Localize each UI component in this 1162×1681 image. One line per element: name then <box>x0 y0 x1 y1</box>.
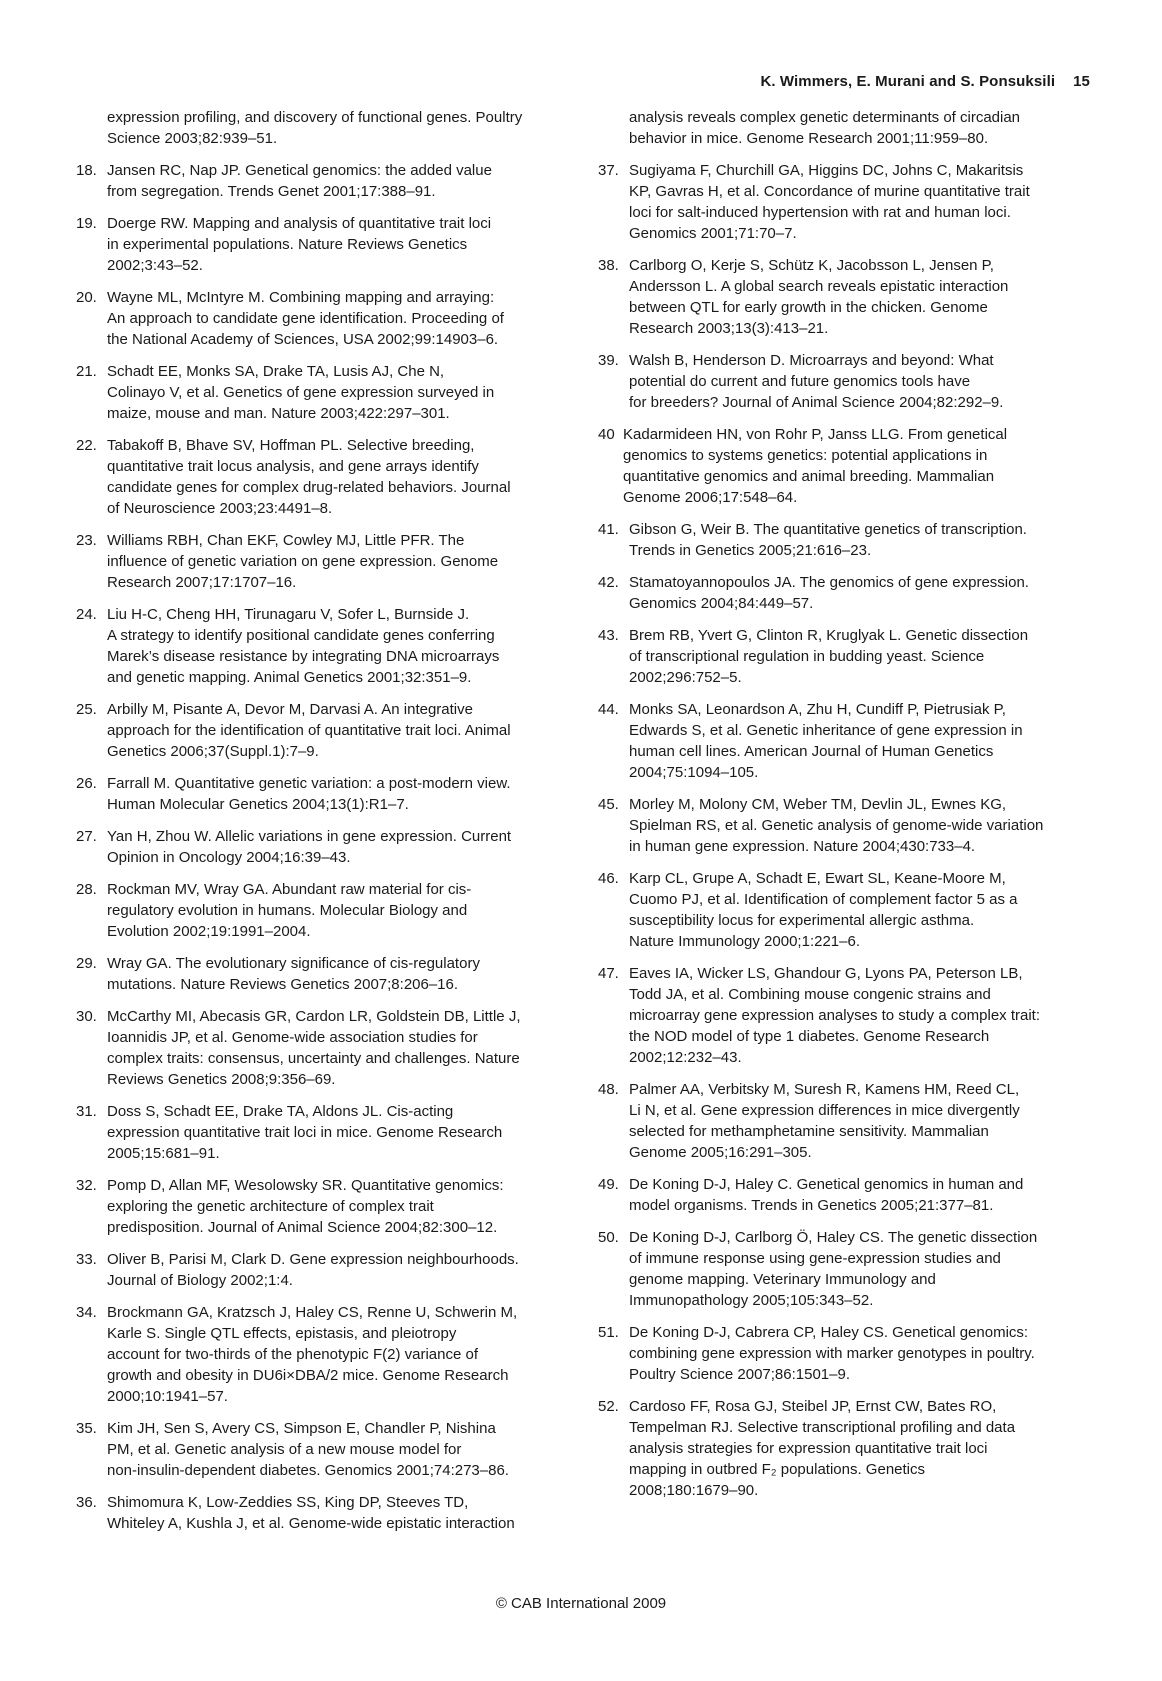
reference-text: Rockman MV, Wray GA. Abundant raw material for cis- regulatory evolution in humans. Molecular Biology and Evolution 2002;19:1991–2004. <box>107 881 472 940</box>
reference-number: 28. <box>76 881 97 898</box>
reference-number: 19. <box>76 215 97 232</box>
reference-text: Liu H-C, Cheng HH, Tirunagaru V, Sofer L, Burnside J. A strategy to identify positional candidate genes conferring Marek’s disease resistance by integrating DNA microarrays and genetic mapping. Animal Genetics 2001;32:351–9. <box>107 606 500 686</box>
reference-number: 32. <box>76 1177 97 1194</box>
reference-number: 45. <box>598 796 619 813</box>
reference-number: 35. <box>76 1420 97 1437</box>
reference-text: Oliver B, Parisi M, Clark D. Gene expression neighbourhoods. Journal of Biology 2002;1:4. <box>107 1251 519 1289</box>
reference-entry <box>76 879 568 942</box>
reference-entry <box>598 160 1092 244</box>
reference-text: Wray GA. The evolutionary significance of cis-regulatory mutations. Nature Reviews Genetics 2007;8:206–16. <box>107 955 480 993</box>
reference-number: 20. <box>76 289 97 306</box>
reference-entry <box>76 953 568 995</box>
header-authors: K. Wimmers, E. Murani and S. Ponsuksili <box>760 73 1056 90</box>
reference-text: Brem RB, Yvert G, Clinton R, Kruglyak L. Genetic dissection of transcriptional regulation in budding yeast. Science 2002;296:752–5. <box>629 627 1029 686</box>
reference-number: 47. <box>598 965 619 982</box>
reference-number: 38. <box>598 257 619 274</box>
reference-text: Wayne ML, McIntyre M. Combining mapping and arraying: An approach to candidate gene identification. Proceeding of the National Academy of Sciences, USA 2002;99:14903–6. <box>107 289 504 348</box>
reference-text: Brockmann GA, Kratzsch J, Haley CS, Renne U, Schwerin M, Karle S. Single QTL effects, epistasis, and pleiotropy account for two-thirds of the phenotypic F(2) variance of growth and obesity in DU6i×DBA/2 mice. Genome Research 2000;10:1941–57. <box>107 1304 518 1405</box>
reference-number: 30. <box>76 1008 97 1025</box>
reference-number: 22. <box>76 437 97 454</box>
reference-continuation: analysis reveals complex genetic determinants of circadian behavior in mice. Genome Research 2001;11:959–80. <box>629 109 1021 147</box>
reference-text: Doss S, Schadt EE, Drake TA, Aldons JL. Cis-acting expression quantitative trait loci in mice. Genome Research 2005;15:681–91. <box>107 1103 503 1162</box>
left-column <box>76 107 568 1545</box>
reference-text: Tabakoff B, Bhave SV, Hoffman PL. Selective breeding, quantitative trait locus analysis, and gene arrays identify candidate genes for complex drug-related behaviors. Journal of Neuroscience 2003;23:4491–8. <box>107 437 511 517</box>
reference-entry <box>598 255 1092 339</box>
reference-entry <box>76 826 568 868</box>
reference-number: 48. <box>598 1081 619 1098</box>
reference-entry <box>598 625 1092 688</box>
reference-number: 18. <box>76 162 97 179</box>
reference-text: Farrall M. Quantitative genetic variation: a post-modern view. Human Molecular Genetics 2004;13(1):R1–7. <box>107 775 511 813</box>
reference-number: 33. <box>76 1251 97 1268</box>
reference-entry <box>76 435 568 519</box>
reference-entry <box>598 1396 1092 1501</box>
reference-number: 43. <box>598 627 619 644</box>
reference-text: McCarthy MI, Abecasis GR, Cardon LR, Goldstein DB, Little J, Ioannidis JP, et al. Genome-wide association studies for complex traits: consensus, uncertainty and challenges. Nature Reviews Genetics 2008;9:356–69. <box>107 1008 521 1088</box>
reference-entry <box>76 530 568 593</box>
reference-text: Kadarmideen HN, von Rohr P, Janss LLG. From genetical genomics to systems genetics: potential applications in quantitative genomics and animal breeding. Mammalian Genome 2006;17:548–64. <box>623 426 1008 506</box>
reference-number: 34. <box>76 1304 97 1321</box>
reference-number: 36. <box>76 1494 97 1511</box>
reference-list-left <box>76 160 568 1534</box>
reference-entry <box>76 699 568 762</box>
reference-entry <box>76 1175 568 1238</box>
reference-text: Karp CL, Grupe A, Schadt E, Ewart SL, Keane-Moore M, Cuomo PJ, et al. Identification of complement factor 5 as a susceptibility locus for experimental allergic asthma. Nature Immunology 2000;1:221–6. <box>629 870 1018 950</box>
reference-text: Arbilly M, Pisante A, Devor M, Darvasi A. An integrative approach for the identification of quantitative trait loci. Animal Genetics 2006;37(Suppl.1):7–9. <box>107 701 511 760</box>
reference-text: Yan H, Zhou W. Allelic variations in gene expression. Current Opinion in Oncology 2004;16:39–43. <box>107 828 512 866</box>
reference-entry <box>598 794 1092 857</box>
reference-entry <box>598 424 1092 508</box>
reference-number: 52. <box>598 1398 619 1415</box>
reference-entry <box>598 1227 1092 1311</box>
reference-text: Doerge RW. Mapping and analysis of quantitative trait loci in experimental populations. Nature Reviews Genetics 2002;3:43–52. <box>107 215 492 274</box>
reference-text: De Koning D-J, Haley C. Genetical genomics in human and model organisms. Trends in Genetics 2005;21:377–81. <box>629 1176 1024 1214</box>
reference-number: 23. <box>76 532 97 549</box>
reference-number: 40 <box>598 426 615 443</box>
reference-entry <box>76 1101 568 1164</box>
reference-number: 37. <box>598 162 619 179</box>
reference-entry <box>76 160 568 202</box>
reference-number: 39. <box>598 352 619 369</box>
reference-text: Eaves IA, Wicker LS, Ghandour G, Lyons PA, Peterson LB, Todd JA, et al. Combining mouse congenic strains and microarray gene expression analyses to study a complex trait: the NOD model of type 1 diabetes. Genome Research 2002;12:232–43. <box>629 965 1041 1066</box>
reference-text: Kim JH, Sen S, Avery CS, Simpson E, Chandler P, Nishina PM, et al. Genetic analysis of a new mouse model for non-insulin-dependent diabetes. Genomics 2001;74:273–86. <box>107 1420 509 1479</box>
reference-number: 26. <box>76 775 97 792</box>
reference-text: Pomp D, Allan MF, Wesolowsky SR. Quantitative genomics: exploring the genetic architecture of complex trait predisposition. Journal of Animal Science 2004;82:300–12. <box>107 1177 504 1236</box>
reference-number: 49. <box>598 1176 619 1193</box>
reference-number: 44. <box>598 701 619 718</box>
reference-entry <box>76 1302 568 1407</box>
reference-entry <box>598 350 1092 413</box>
reference-text: De Koning D-J, Carlborg Ö, Haley CS. The genetic dissection of immune response using gene-expression studies and genome mapping. Veterinary Immunology and Immunopathology 2005;105:343–52. <box>629 1229 1038 1309</box>
reference-number: 51. <box>598 1324 619 1341</box>
reference-text: Shimomura K, Low-Zeddies SS, King DP, Steeves TD, Whiteley A, Kushla J, et al. Genome-wide epistatic interaction <box>107 1494 515 1532</box>
reference-text: Morley M, Molony CM, Weber TM, Devlin JL, Ewnes KG, Spielman RS, et al. Genetic analysis of genome-wide variation in human gene expression. Nature 2004;430:733–4. <box>629 796 1044 855</box>
reference-text: Walsh B, Henderson D. Microarrays and beyond: What potential do current and future genomics tools have for breeders? Journal of Animal Science 2004;82:292–9. <box>629 352 1004 411</box>
reference-entry <box>76 1492 568 1534</box>
reference-text: Palmer AA, Verbitsky M, Suresh R, Kamens HM, Reed CL, Li N, et al. Gene expression differences in mice divergently selected for methamphetamine sensitivity. Mammalian Genome 2005;16:291–305. <box>629 1081 1020 1161</box>
page-number: 15 <box>1073 73 1090 90</box>
reference-entry <box>598 699 1092 783</box>
reference-text: Carlborg O, Kerje S, Schütz K, Jacobsson L, Jensen P, Andersson L. A global search reveals epistatic interaction between QTL for early growth in the chicken. Genome Research 2003;13(3):413–21. <box>629 257 1009 337</box>
reference-number: 29. <box>76 955 97 972</box>
reference-entry <box>76 287 568 350</box>
reference-text: Stamatoyannopoulos JA. The genomics of gene expression. Genomics 2004;84:449–57. <box>629 574 1029 612</box>
reference-entry <box>598 868 1092 952</box>
reference-list-right <box>598 160 1092 1501</box>
reference-number: 24. <box>76 606 97 623</box>
reference-number: 25. <box>76 701 97 718</box>
reference-number: 21. <box>76 363 97 380</box>
reference-text: Williams RBH, Chan EKF, Cowley MJ, Little PFR. The influence of genetic variation on gene expression. Genome Research 2007;17:1707–16. <box>107 532 499 591</box>
reference-text: Monks SA, Leonardson A, Zhu H, Cundiff P, Pietrusiak P, Edwards S, et al. Genetic inheritance of gene expression in human cell lines. American Journal of Human Genetics 2004;75:1094–105. <box>629 701 1023 781</box>
reference-entry <box>598 519 1092 561</box>
reference-text: De Koning D-J, Cabrera CP, Haley CS. Genetical genomics: combining gene expression with marker genotypes in poultry. Poultry Science 2007;86:1501–9. <box>629 1324 1035 1383</box>
reference-number: 42. <box>598 574 619 591</box>
reference-entry <box>76 1418 568 1481</box>
reference-entry <box>598 1322 1092 1385</box>
reference-entry <box>76 604 568 688</box>
reference-entry <box>76 1006 568 1090</box>
reference-entry <box>598 963 1092 1068</box>
reference-number: 41. <box>598 521 619 538</box>
copyright-footer: © CAB International 2009 <box>495 1595 667 1612</box>
reference-entry <box>76 773 568 815</box>
reference-text: Schadt EE, Monks SA, Drake TA, Lusis AJ, Che N, Colinayo V, et al. Genetics of gene expression surveyed in maize, mouse and man. Nature 2003;422:297–301. <box>107 363 495 422</box>
reference-entry <box>598 572 1092 614</box>
reference-entry <box>598 1079 1092 1163</box>
reference-text: Jansen RC, Nap JP. Genetical genomics: the added value from segregation. Trends Genet 2001;17:388–91. <box>107 162 492 200</box>
running-header <box>760 73 1090 90</box>
reference-text: Sugiyama F, Churchill GA, Higgins DC, Johns C, Makaritsis KP, Gavras H, et al. Concordance of murine quantitative trait loci for salt-induced hypertension with rat and human loci. Genomics 2001;71:70–7. <box>629 162 1030 242</box>
reference-number: 27. <box>76 828 97 845</box>
reference-number: 31. <box>76 1103 97 1120</box>
reference-continuation: expression profiling, and discovery of functional genes. Poultry Science 2003;82:939–51. <box>107 109 523 147</box>
right-column <box>598 107 1092 1512</box>
reference-entry <box>76 213 568 276</box>
reference-entry <box>598 1174 1092 1216</box>
reference-text: Cardoso FF, Rosa GJ, Steibel JP, Ernst CW, Bates RO, Tempelman RJ. Selective transcriptional profiling and data analysis strategies for expression quantitative trait loci mapping in outbred F₂ populations. Genetics 2008;180:1679–90. <box>629 1398 1016 1499</box>
reference-entry <box>76 361 568 424</box>
reference-entry <box>76 1249 568 1291</box>
reference-number: 46. <box>598 870 619 887</box>
reference-text: Gibson G, Weir B. The quantitative genetics of transcription. Trends in Genetics 2005;21:616–23. <box>629 521 1027 559</box>
reference-number: 50. <box>598 1229 619 1246</box>
